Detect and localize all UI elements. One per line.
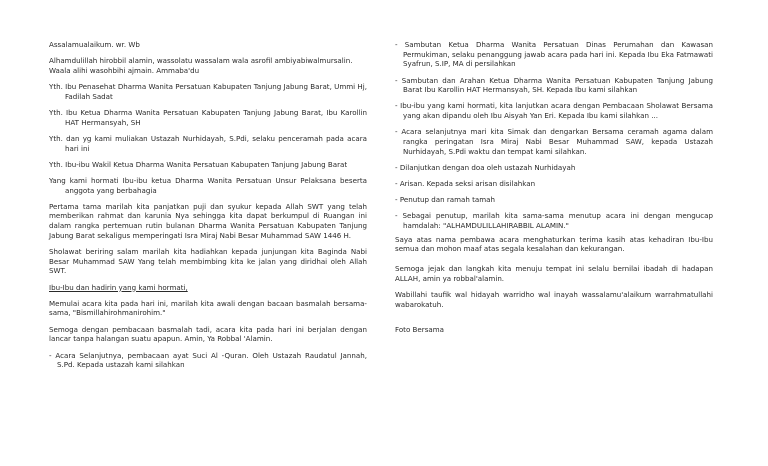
left-column-paragraph: - Acara Selanjutnya, pembacaan ayat Suci Al -Quran. Oleh Ustazah Raudatul Jannah, S.Pd. Kepada ustazah kami silahkan: [49, 350, 367, 370]
right-column-paragraph: Wabillahi taufik wal hidayah warridho wal inayah wassalamu'alaikum warrahmatullahi wabarokatuh.: [395, 289, 713, 309]
left-column: [49, 40, 367, 370]
right-column-paragraph: - Sambutan Ketua Dharma Wanita Persatuan Dinas Perumahan dan Kawasan Permukiman, selaku penanggung jawab acara pada hari ini. Kepada Ibu Eka Fatmawati Syafrun, S.IP, MA di persilahkan: [395, 40, 713, 69]
left-column-paragraph: Yang kami hormati Ibu-ibu ketua Dharma Wanita Persatuan Unsur Pelaksana beserta anggota yang berbahagia: [49, 175, 367, 195]
left-column-paragraph: Yth. Ibu Ketua Dharma Wanita Persatuan Kabupaten Tanjung Jabung Barat, Ibu Karollin HAT Hermansyah, SH: [49, 107, 367, 127]
right-column-paragraph: - Sambutan dan Arahan Ketua Dharma Wanita Persatuan Kabupaten Tanjung Jabung Barat Ibu Karollin HAT Hermansyah, SH. Kepada Ibu kami silahkan: [395, 75, 713, 95]
right-column-paragraph: - Penutup dan ramah tamah: [395, 195, 495, 205]
right-column-paragraph: - Dilanjutkan dengan doa oleh ustazah Nurhidayah: [395, 162, 576, 172]
right-column-paragraph: Semoga jejak dan langkah kita menuju tempat ini selalu bernilai ibadah di hadapan ALLAH, amin ya robbal'alamin.: [395, 264, 713, 283]
left-column-paragraph: Pertama tama marilah kita panjatkan puji dan syukur kepada Allah SWT yang telah memberikan rahmat dan karunia Nya sehingga kita dapat berkumpul di Ruangan ini dalam rangka pertemuan rutin bulanan Dharma Wanita Persatuan Kabupaten Tanjung Jabung Barat sekaligus memperingati Isra Miraj Nabi Besar Muhammad SAW 1446 H.: [49, 201, 367, 240]
right-column-paragraph: - Ibu-ibu yang kami hormati, kita lanjutkan acara dengan Pembacaan Sholawat Bersama yang akan dipandu oleh Ibu Aisyah Yan Eri. Kepada Ibu kami silahkan ...: [395, 101, 713, 121]
left-column-paragraph: Alhamdulillah hirobbil alamin, wassolatu wassalam wala asrofil ambiyabiwalmursalin.: [49, 56, 353, 66]
left-column-paragraph: Yth. dan yg kami muliakan Ustazah Nurhidayah, S.Pdi, selaku penceramah pada acara hari ini: [49, 133, 367, 153]
left-column-paragraph: Memulai acara kita pada hari ini, marilah kita awali dengan bacaan basmalah bersama-sama, "Bismillahirohmanirohim.": [49, 298, 367, 318]
right-column-paragraph: - Acara selanjutnya mari kita Simak dan dengarkan Bersama ceramah agama dalam rangka peringatan Isra Miraj Nabi Besar Muhammad SAW, kepada Ustazah Nurhidayah, S.Pdi waktu dan tempat kami silahkan.: [395, 127, 713, 156]
right-column-paragraph: Saya atas nama pembawa acara menghaturkan terima kasih atas kehadiran Ibu-Ibu semua dan mohon maaf atas segala kesalahan dan kekurangan.: [395, 234, 713, 254]
left-column-paragraph: Waala alihi wasohbihi ajmain. Ammaba'du: [49, 65, 200, 75]
right-column-paragraph: - Sebagai penutup, marilah kita sama-sama menutup acara ini dengan mengucap hamdalah: "ALHAMDULILLAHIRABBIL ALAMIN.": [395, 211, 713, 231]
left-column-paragraph: Yth. Ibu Penasehat Dharma Wanita Persatuan Kabupaten Tanjung Jabung Barat, Ummi Hj, Fadilah Sadat: [49, 82, 367, 101]
right-column-paragraph: Foto Bersama: [395, 325, 444, 335]
left-column-paragraph: Semoga dengan pembacaan basmalah tadi, acara kita pada hari ini berjalan dengan lancar tanpa halangan suatu apapun. Amin, Ya Robbal 'Alamin.: [49, 324, 367, 344]
right-column: [395, 40, 713, 335]
left-column-paragraph: Sholawat beriring salam marilah kita hadiahkan kepada junjungan kita Baginda Nabi Besar Muhammad SAW Yang telah membimbing kita ke jalan yang diridhai oleh Allah SWT.: [49, 247, 367, 276]
left-column-paragraph: Yth. Ibu-ibu Wakil Ketua Dharma Wanita Persatuan Kabupaten Tanjung Jabung Barat: [49, 159, 348, 169]
right-column-paragraph: - Arisan. Kepada seksi arisan disilahkan: [395, 179, 536, 189]
left-column-paragraph: Assalamualaikum. wr. Wb: [49, 40, 140, 49]
left-column-paragraph: Ibu-Ibu dan hadirin yang kami hormati,: [49, 282, 188, 292]
